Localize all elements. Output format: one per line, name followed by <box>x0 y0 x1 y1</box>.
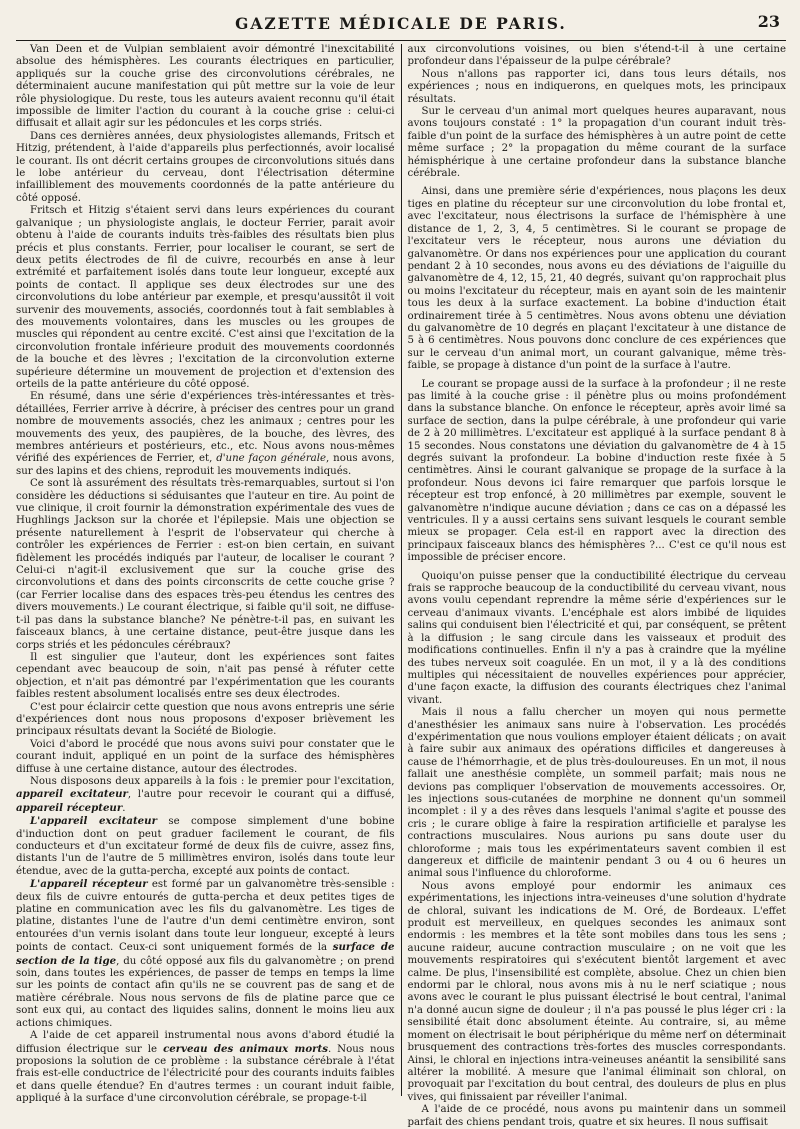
emphasis-text: cerveau des animaux morts <box>163 1042 328 1055</box>
paragraph-text: , nous avons, sur des lapins et des chiens, reproduit les mouvements indiqués. <box>16 453 395 477</box>
emphasis-text: surface de section de la tige <box>16 941 395 967</box>
paragraph-text: Le courant se propage aussi de la surface à la profondeur ; il ne reste pas limité à la couche grise : il pénètre plus ou moins profondément dans la substance blanche. On enfonce le récepteur, après avoir limé sa surface de section, dans la pulpe cérébrale, à une profondeur qui varie de 2 à 20 millimètres. L'excitateur est appliqué à la surface pendant 8 à 15 secondes. Nous constatons une déviation du galvanomètre de 4 à 15 degrés suivant la profondeur. La bobine d'induction reste fixée à 5 centimètres. Ainsi le courant galvanique se propage de la surface à la profondeur. Nous devons ici faire remarquer que parfois lorsque le récepteur est trop enfoncé, à 20 millimètres par exemple, souvent le galvanomètre n'indique aucune déviation ; dans ce cas on a dépassé les ventricules. Il y a aussi certains sens suivant lesquels le courant semble mieux se propager. Cela est-il en rapport avec la direction des principaux faisceaux blancs des hémisphères ?... C'est ce qu'il nous est impossible de préciser encore. <box>407 378 787 564</box>
paragraph-text: Il est singulier que l'auteur, dont les expériences sont faites cependant avec beaucoup de soin, n'ait pas pensé à réfuter cette objection, et n'ait pas démontré par l'expérimentation que les courants faibles restent absolument localisés entre ses deux électrodes. <box>16 651 395 701</box>
paragraph <box>16 44 395 131</box>
lead-term: L'appareil récepteur <box>30 878 148 891</box>
lead-term: L'appareil excitateur <box>30 815 157 828</box>
paragraph-text: Nous n'allons pas rapporter ici, dans tous leurs détails, nos expériences ; nous en indiquerons, en quelques mots, les principaux résultats. <box>407 68 787 105</box>
column-divider <box>401 44 402 1096</box>
paragraph <box>16 131 395 205</box>
paragraph-text: Nous disposons deux appareils à la fois : le premier pour l'excitation, <box>30 775 395 787</box>
paragraph-text: Nous avons employé pour endormir les animaux ces expérimentations, les injections intra-veineuses d'une solution d'hydrate de chloral, suivant les indications de M. Oré, de Bordeaux. L'effet produit est merveilleux, en quelques secondes les animaux sont endormis : les membres et la tête sont mobiles dans tous les sens ; aucune raideur, aucune contraction musculaire ; on ne voit que les mouvements respiratoires qui s'exécutent bientôt largement et avec calme. De plus, l'insensibilité est complète, absolue. Chez un chien bien endormi par le chloral, nous avons mis à nu le nerf sciatique ; nous avons avec le courant le plus puissant électrisé le bout central, l'animal n'a donné aucun signe de douleur ; il n'a pas poussé le plus léger cri : la sensibilité était donc absolument éteinte. Au contraire, si, au même moment on électrisait le bout périphérique du même nerf on déterminait brusquement des contractions très-fortes des muscles correspondants. Ainsi, le chloral en injections intra-veineuses anéantit la sensibilité sans altérer la mobilité. A mesure que l'animal éliminait son chloral, on provoquait par l'excitation du bout central, des douleurs de plus en plus vives, qui finissaient par réveiller l'animal. <box>407 880 787 1103</box>
paragraph-text: Van Deen et de Vulpian semblaient avoir démontré l'inexcitabilité absolue des hémisphères. Les courants électriques en particulier, appliqués sur la couche grise des circonvolutions cérébrales, ne déterminaient aucune manifestation qui pût mettre sur la voie de leur rôle physiologique. Du reste, tous les auteurs avaient reconnu qu'il était impossible de limiter l'action du courant à la couche grise : celui-ci diffusait et allait agir sur les pédoncules et les corps striés. <box>16 44 395 130</box>
page-header <box>16 0 786 40</box>
paragraph <box>16 739 395 776</box>
paragraph-text: C'est pour éclaircir cette question que nous avons entrepris une série d'expériences dont nous nous proposons d'exposer brièvement les principaux résultats devant la Société de Biologie. <box>16 701 395 738</box>
paragraph <box>408 69 787 106</box>
paragraph-text: Ce sont là assurément des résultats très-remarquables, surtout si l'on considère les déductions si séduisantes que l'auteur en tire. Au point de vue clinique, il croit fournir la démonstration expérimentale des vues de Hughlings Jackson sur la chorée et l'épilepsie. Mais une objection se présente naturellement à l'esprit de l'observateur qui cherche à contrôler les expériences de Ferrier : est-on bien certain, en suivant fidèlement les procédés indiqués par l'auteur, de localiser le courant ? Celui-ci n'agit-il exclusivement que sur la couche grise des circonvolutions et dans des points circonscrits de cette couche grise ? (car Ferrier localise dans des espaces très-peu étendus les centres des divers mouvements.) Le courant électrique, si faible qu'il soit, ne diffuse-t-il pas dans la substance blanche? Ne pénètre-t-il pas, en suivant les faisceaux blancs, à une certaine distance, peut-être jusque dans les corps striés et les pédoncules cérébraux? <box>16 478 395 651</box>
paragraph-text: En résumé, dans une série d'expériences très-intéressantes et très-détaillées, Ferrier arrive à décrire, à préciser des centres pour un grand nombre de mouvements associés, chez les animaux ; centres pour les mouvements des yeux, des paupières, de la bouche, des lèvres, des membres antérieurs et postérieurs, etc., etc. Nous avons nous-mêmes vérifié des expériences de Ferrier, et, <box>16 391 395 465</box>
paragraph-text: Dans ces dernières années, deux physiologistes allemands, Fritsch et Hitzig, prétendent, à l'aide d'appareils plus perfectionnés, avoir localisé le courant. Ils ont décrit certains groupes de circonvolutions situés dans le lobe antérieur du cerveau, dont l'électrisation détermine infailliblement des mouvements coordonnés de la patte antérieure du côté opposé. <box>16 130 395 204</box>
paragraph-text: , du côté opposé aux fils du galvanomètre ; on prend soin, dans toutes les expériences, de passer de temps en temps la lime sur les points de contact afin qu'ils ne se couvrent pas de sang et de matière cérébrale. Nous nous servons de fils de platine parce que ce sont eux qui, au contact des liquides salins, donnent le moins lieu aux actions chimiques. <box>16 955 395 1029</box>
paragraph-text: est formé par un galvanomètre très-sensible : deux fils de cuivre entourés de gutta-percha et deux petites tiges de platine en communication avec les fils du galvanomètre. Les tiges de platine, distantes l'une de l'autre d'un demi centimètre environ, sont entourées d'un vernis isolant dans toute leur longueur, excepté à leurs points de contact. Ceux-ci sont uniquement formés de la <box>16 879 395 954</box>
paragraph <box>16 205 395 391</box>
paragraph <box>408 707 787 881</box>
paragraph-text: Quoiqu'on puisse penser que la conductibilité électrique du cerveau frais se rapproche beaucoup de la conductibilité du cerveau vivant, nous avons voulu cependant reprendre la même série d'expériences sur le cerveau d'animaux vivants. L'encéphale est alors imbibé de liquides salins qui conduisent bien l'électricité et qui, par conséquent, se prêtent à la diffusion ; le sang circule dans les vaisseaux et produit des modifications continuelles. Enfin il n'y a pas à craindre que la myéline des tubes nerveux soit coagulée. En un mot, il y a là des conditions multiples qui nécessitaient de nouvelles expériences pour apprécier, d'une façon exacte, la diffusion des courants électriques chez l'animal vivant. <box>407 570 787 706</box>
emphasis-text: appareil récepteur <box>16 801 123 814</box>
emphasis-text: appareil excitateur <box>16 788 128 801</box>
paragraph-text: Fritsch et Hitzig s'étaient servi dans leurs expériences du courant galvanique ; un physiologiste anglais, le docteur Ferrier, parait avoir obtenu à l'aide de courants induits très-faibles des résultats bien plus précis et plus constants. Ferrier, pour localiser le courant, se sert de deux petits électrodes de fil de cuivre, recourbés en anse à leur extrémité et parfaitement isolés dans toute leur longueur, excepté aux points de contact. Il applique ses deux électrodes sur une des circonvolutions du lobe antérieur par exemple, et presqu'aussitôt il voit survenir des mouvements, associés, coordonnés tout à fait semblables à des mouvements volontaires, dans les muscles ou les groupes de muscles qui répondent au centre excité. C'est ainsi que l'excitation de la circonvolution frontale inférieure produit des mouvements coordonnés de la bouche et des lèvres ; l'excitation de la circonvolution externe supérieure détermine un mouvement de projection et d'extension des orteils de la patte antérieure du côté opposé. <box>16 205 395 390</box>
paragraph <box>408 106 787 180</box>
journal-title: GAZETTE MÉDICALE DE PARIS. <box>235 14 567 33</box>
paragraph <box>16 878 395 1030</box>
paragraph <box>16 478 395 652</box>
page-number: 23 <box>757 12 780 31</box>
paragraph-text: Ainsi, dans une première série d'expériences, nous plaçons les deux tiges en platine du récepteur sur une circonvolution du lobe frontal et, avec l'excitateur, nous électrisons la surface de l'hémisphère à une distance de 1, 2, 3, 4, 5 centimètres. Si le courant se propage de l'excitateur vers le récepteur, nous aurons une déviation du galvanomètre. Or dans nos expériences pour une application du courant pendant 2 à 10 secondes, nous avons eu des déviations de l'aiguille du galvanomètre de 4, 12, 15, 21, 40 degrés, suivant qu'on rapprochait plus ou moins l'excitateur du récepteur, mais en ayant soin de les maintenir tous les deux à la surface exactement. La bobine d'induction était ordinairement tirée à 5 centimètres. Nous avons obtenu une déviation du galvanomètre de 10 degrés en plaçant l'excitateur à une distance de 5 à 6 centimètres. Nous pouvons donc conclure de ces expériences que sur le cerveau d'un animal mort, un courant galvanique, même très-faible, se propage à distance d'un point de la surface à l'autre. <box>407 186 787 372</box>
paragraph <box>408 379 787 565</box>
paragraph <box>16 652 395 702</box>
paragraph-text: Voici d'abord le procédé que nous avons suivi pour constater que le courant induit, appliqué en un point de la surface des hémisphères diffuse à une certaine distance, autour des électrodes. <box>16 738 395 775</box>
paragraph-text: . <box>122 802 126 814</box>
paragraph-text: A l'aide de cet appareil instrumental nous avons d'abord étudié la diffusion électrique sur le <box>16 1030 395 1055</box>
left-column <box>16 44 395 1105</box>
paragraph <box>408 1104 787 1129</box>
paragraph-text: aux circonvolutions voisines, ou bien s'étend-t-il à une certaine profondeur dans l'épaisseur de la pulpe cérébrale? <box>407 44 787 68</box>
paragraph-text: , l'autre pour recevoir le courant qui a diffusé, <box>127 789 395 801</box>
paragraph-text: A l'aide de ce procédé, nous avons pu maintenir dans un sommeil parfait des chiens pendant trois, quatre et six heures. Il nous suffisait <box>407 1104 787 1128</box>
paragraph <box>408 186 787 372</box>
paragraph-text: Mais il nous a fallu chercher un moyen qui nous permette d'anesthésier les animaux sans nuire à l'observation. Les procédés d'expérimentation que nous voulions employer étaient délicats ; on avait à faire subir aux animaux des opérations difficiles et dangereuses à cause de l'hémorrhagie, et de plus très-douloureuses. En un mot, il nous fallait une anesthésie complète, un sommeil parfait; mais nous ne devions pas compliquer l'observation de mouvements accessoires. Or, les injections sous-cutanées de morphine ne donnent qu'un sommeil incomplet : il y a des rêves dans lesquels l'animal s'agite et pousse des cris ; le curare oblige à faire la respiration artificielle et paralyse les contractions musculaires. Nous aurions pu sans doute user du chloroforme ; mais tous les expérimentateurs savent combien il est dangereux et difficile de maintenir pendant 3 ou 4 ou 6 heures un animal sous l'influence du chloroforme. <box>407 707 787 880</box>
article-columns <box>16 44 787 1128</box>
paragraph <box>16 702 395 739</box>
emphasis-text: d'une façon générale <box>216 453 327 465</box>
header-rule <box>16 40 786 41</box>
right-column <box>407 44 787 1128</box>
paragraph-text: Sur le cerveau d'un animal mort quelques heures auparavant, nous avons toujours constaté : 1° la propagation d'un courant induit très-faible d'un point de la surface des hémisphères à un autre point de cette même surface ; 2° la propagation du même courant de la surface hémisphérique à une certaine profondeur dans la substance blanche cérébrale. <box>407 106 787 180</box>
paragraph <box>408 44 787 69</box>
paragraph-text: . Nous nous proposions la solution de ce problème : la substance cérébrale à l'état frais est-elle conductrice de l'électricité pour des courants induits faibles et dans quelle étendue? En d'autres termes : un courant induit faible, appliqué à la surface d'une circonvolution cérébrale, se propage-t-il <box>16 1043 395 1105</box>
paragraph <box>408 571 787 707</box>
paragraph <box>16 391 395 478</box>
paragraph <box>408 881 787 1104</box>
paragraph-text: se compose simplement d'une bobine d'induction dont on peut graduer facilement le courant, de fils conducteurs et d'un excitateur formé de deux fils de cuivre, assez fins, distants l'un de l'autre de 5 millimètres environ, isolés dans toute leur étendue, avec de la gutta-percha, excepté aux points de contact. <box>16 816 395 877</box>
paragraph <box>16 776 395 815</box>
paragraph <box>16 1030 395 1105</box>
paragraph <box>16 815 395 878</box>
